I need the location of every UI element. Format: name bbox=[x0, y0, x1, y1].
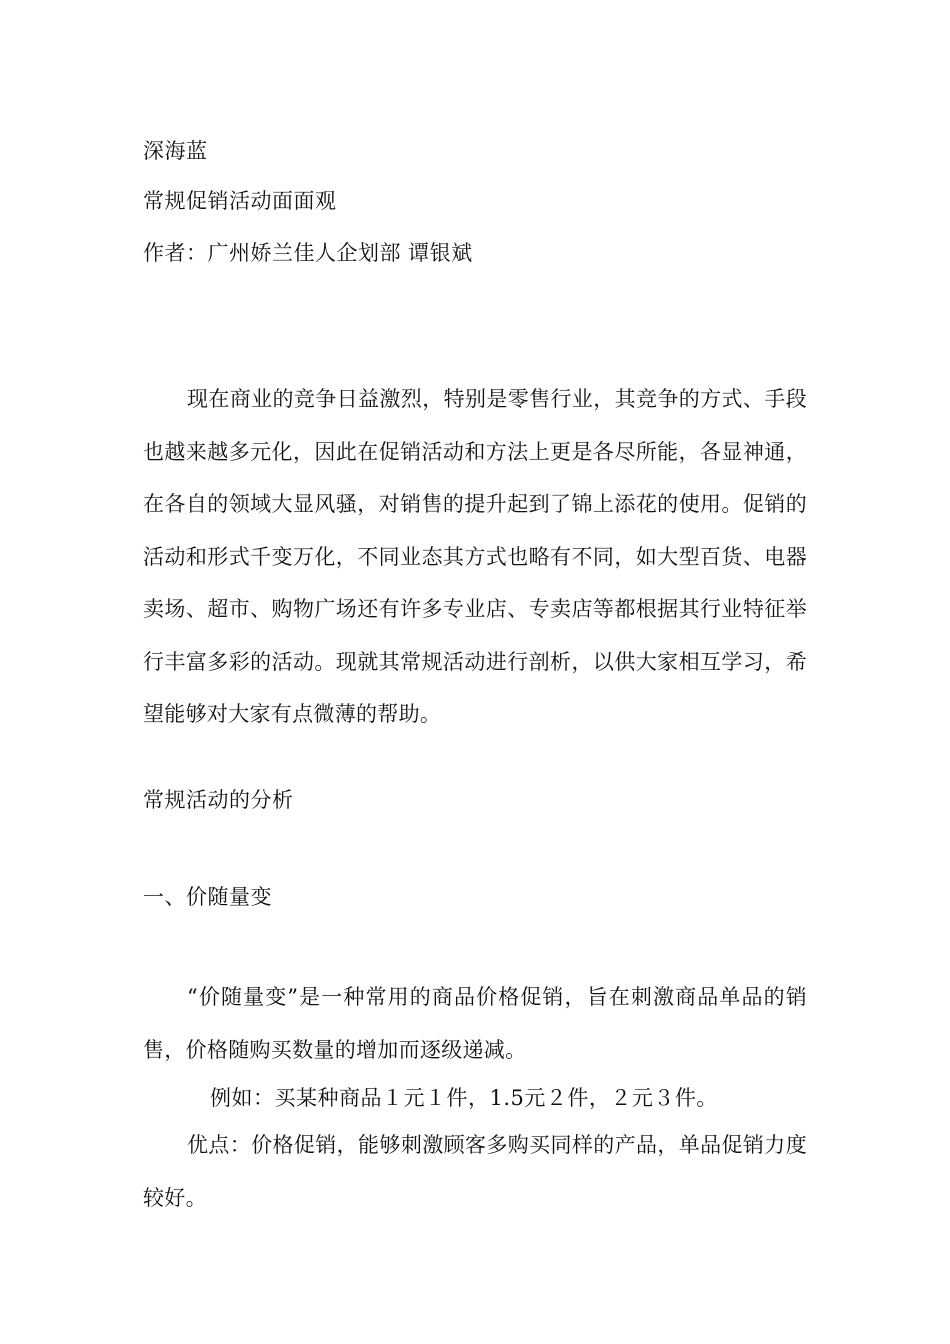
example-paragraph: 例如：买某种商品１元１件，1.5元２件，２元３件。 bbox=[210, 1086, 718, 1110]
brand-name: 深海蓝 bbox=[143, 139, 208, 163]
article-title: 常规促销活动面面观 bbox=[143, 189, 337, 213]
advantage-paragraph: 优点：价格促销，能够刺激顾客多购买同样的产品，单品促销力度较好。 bbox=[143, 1133, 807, 1210]
subsection-heading: 一、价随量变 bbox=[143, 885, 272, 909]
definition-paragraph: “价随量变”是一种常用的商品价格促销，旨在刺激商品单品的销售，价格随购买数量的增加而逐级递减。 bbox=[143, 985, 807, 1062]
section-heading: 常规活动的分析 bbox=[143, 788, 294, 812]
author-line: 作者：广州娇兰佳人企划部 谭银斌 bbox=[143, 241, 473, 265]
intro-paragraph: 现在商业的竞争日益激烈，特别是零售行业，其竞争的方式、手段也越来越多元化，因此在促销活动和方法上更是各尽所能，各显神通，在各自的领域大显风骚，对销售的提升起到了锦上添花的使用。促销的活动和形式千变万化，不同业态其方式也略有不同，如大型百货、电器卖场、超市、购物广场还有许多专业店、专卖店等都根据其行业特征举行丰富多彩的活动。现就其常规活动进行剖析，以供大家相互学习，希望能够对大家有点微薄的帮助。 bbox=[143, 387, 807, 726]
